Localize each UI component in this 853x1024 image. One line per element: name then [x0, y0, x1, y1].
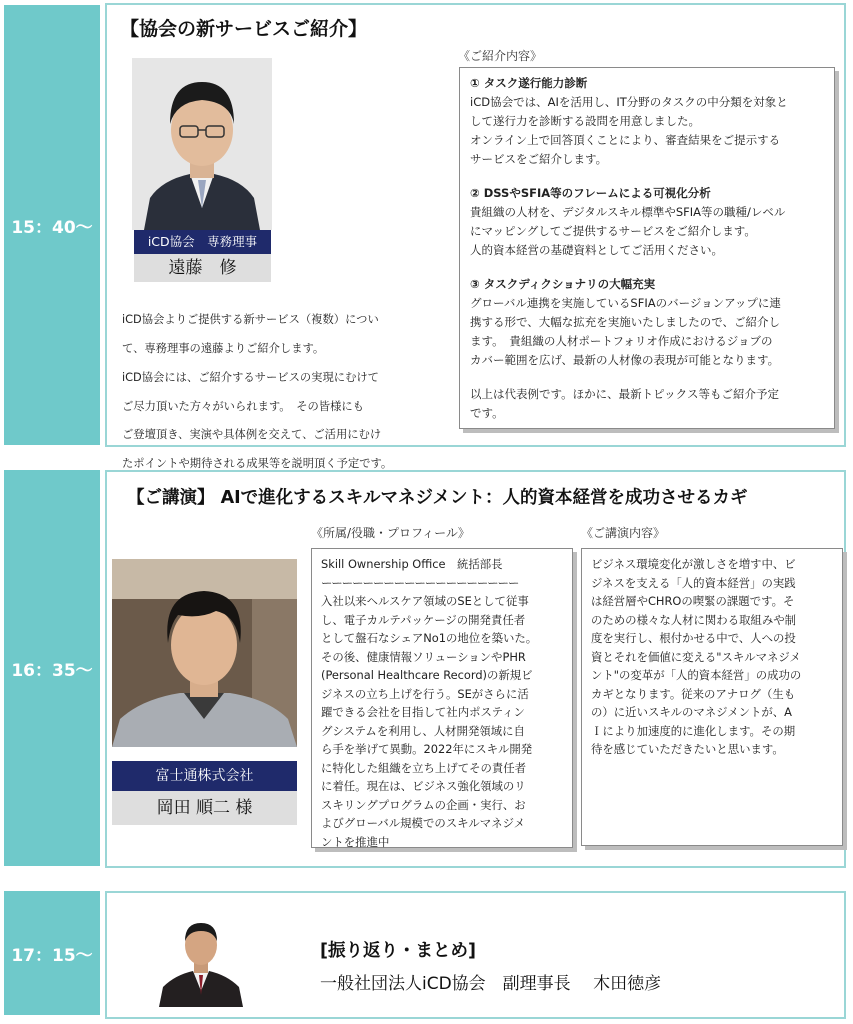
- profile-rule: ーーーーーーーーーーーーーーーーーーー: [321, 575, 519, 590]
- profile-line: として盤石なシェアNo1の地位を築いた。: [321, 631, 538, 645]
- session-panel-3: [105, 891, 846, 1019]
- intro-line: ご登壇頂き、実演や具体例を交えて、ご活用にむけ: [122, 428, 382, 442]
- profile-line: グシステムを利用し、人材開発領域に自: [321, 723, 525, 738]
- time-label: 15：40～: [11, 217, 93, 238]
- session-panel-1: [105, 3, 846, 471]
- speaker-line: 一般社団法人iCD協会 副理事長 木田徳彦: [320, 974, 662, 994]
- speaker-name-bar: [134, 254, 271, 282]
- content-line: 度を実行し、根付かせる中で、人への投: [591, 631, 796, 645]
- profile-label: 《所属/役職・プロフィール》: [311, 526, 470, 540]
- content-line: は経営層やCHROの喫緊の課題です。そ: [591, 594, 795, 608]
- item-line: グローバル連携を実施しているSFIAのバージョンアップに連: [470, 296, 781, 310]
- profile-line: スキリングプログラムの企画・実行、お: [321, 797, 526, 812]
- profile-line: し、電子カルテパッケージの開発責任者: [321, 612, 526, 627]
- speaker-name-bar: [112, 791, 297, 825]
- content-line: ジネスを支える「人的資本経営」の実践: [591, 575, 796, 590]
- session-intro: [122, 300, 452, 484]
- speaker-photo: [157, 911, 245, 1007]
- lecture-content-box: [581, 548, 843, 846]
- speaker-photo: [132, 58, 272, 230]
- speaker-portrait-icon: [132, 58, 272, 230]
- session-panel-2: [105, 470, 846, 868]
- item-line: サービスをご紹介します。: [470, 152, 608, 166]
- paragraph-gap: [470, 260, 824, 275]
- time-cell-3: [4, 891, 100, 1015]
- content-line: ビジネス環境変化が激しさを増す中、ビ: [591, 557, 796, 571]
- closing-line: 以上は代表例です。ほかに、最新トピックス等もご紹介予定: [470, 387, 780, 401]
- profile-line: ジネスの立ち上げを行う。SEがさらに活: [321, 686, 529, 701]
- intro-line: iCD協会よりご提供する新サービス（複数）につい: [122, 313, 379, 327]
- speaker-portrait-icon: [112, 559, 297, 747]
- time-label: 17：15～: [11, 945, 93, 966]
- speaker-org: iCD協会 専務理事: [147, 234, 258, 249]
- item-line: 人的資本経営の基礎資料としてご活用ください。: [470, 243, 723, 257]
- intro-line: て、専務理事の遠藤よりご紹介します。: [122, 342, 325, 356]
- content-label: 《ご講演内容》: [581, 526, 666, 540]
- profile-line: ら手を挙げて異動。2022年にスキル開発: [321, 742, 533, 756]
- item-line: ます。 貴組織の人材ポートフォリオ作成におけるジョブの: [470, 334, 773, 348]
- content-line: ント"の変革が「人的資本経営」の成功の: [591, 668, 802, 682]
- speaker-org: 富士通株式会社: [155, 768, 254, 784]
- profile-line: その後、健康情報ソリューションやPHR: [321, 649, 526, 664]
- closing-line: です。: [470, 406, 504, 420]
- speaker-org-band: [112, 761, 297, 791]
- profile-line: ントを推進中: [321, 834, 390, 849]
- intro-line: たポイントや期待される成果等を説明頂く予定です。: [122, 457, 393, 471]
- content-line: Ｉにより加速度的に進化します。その期: [591, 723, 796, 738]
- profile-line: に着任。現在は、ビジネス強化領域のリ: [321, 779, 526, 793]
- content-line: の）に近いスキルのマネジメントが、A: [591, 705, 792, 719]
- profile-title: Skill Ownership Office 統括部長: [321, 557, 503, 571]
- profile-line: (Personal Healthcare Record)の新規ビ: [321, 668, 533, 682]
- profile-line: 躍できる会社を目指して社内ポスティン: [321, 705, 525, 719]
- content-line: 待を感じていただきたいと思います。: [591, 742, 784, 756]
- content-box: [459, 67, 835, 429]
- time-cell-1: [4, 5, 100, 445]
- speaker-name: 岡田 順二 様: [156, 798, 253, 818]
- paragraph-gap: [470, 169, 824, 184]
- speaker-name: 遠藤 修: [168, 258, 237, 278]
- profile-line: よびグローバル規模でのスキルマネジメ: [321, 816, 526, 830]
- item-line: 貴組織の人材を、デジタルスキル標準やSFIA等の職種/レベル: [470, 205, 786, 219]
- item-line: カバー範囲を広げ、最新の人材像の表現が可能となります。: [470, 353, 780, 367]
- content-line: のための様々な人材に関わる取組みや制: [591, 612, 797, 627]
- profile-line: 入社以来ヘルスケア領域のSEとして従事: [321, 594, 529, 608]
- item-line: 携する形で、大幅な拡充を実施いたしましたので、ご紹介し: [470, 315, 781, 329]
- item-heading: ① タスク遂行能力診断: [470, 76, 588, 90]
- intro-line: ご尽力頂いた方々がいられます。 その皆様にも: [122, 399, 364, 413]
- session-title: 【ご講演】 AIで進化するスキルマネジメント：人的資本経営を成功させるカギ: [127, 488, 748, 508]
- item-line: iCD協会では、AIを活用し、IT分野のタスクの中分類を対象と: [470, 95, 788, 109]
- item-line: オンライン上で回答頂くことにより、審査結果をご提示する: [470, 133, 781, 147]
- item-line: にマッピングしてご提供するサービスをご紹介します。: [470, 224, 756, 238]
- session-title: 【協会の新サービスご紹介】: [120, 18, 368, 40]
- intro-line: iCD協会には、ご紹介するサービスの実現にむけて: [122, 370, 379, 384]
- profile-text: [321, 592, 563, 851]
- speaker-portrait-icon: [157, 911, 245, 1007]
- profile-box: [311, 548, 573, 848]
- content-line: 資とそれを価値に変える"スキルマネジメ: [591, 649, 801, 664]
- profile-line: に特化した組織を立ち上げてその責任者: [321, 760, 527, 775]
- item-line: して遂行力を診断する設問を用意しました。: [470, 114, 700, 128]
- time-cell-2: [4, 470, 100, 866]
- speaker-photo: [112, 559, 297, 747]
- item-heading: ③ タスクディクショナリの大幅充実: [470, 277, 656, 291]
- content-label: 《ご紹介内容》: [458, 49, 543, 63]
- session-title: [振り返り・まとめ]: [320, 941, 476, 961]
- content-line: カギとなります。従来のアナログ（生も: [591, 686, 796, 701]
- speaker-org-band: [134, 230, 271, 254]
- paragraph-gap: [470, 370, 824, 385]
- item-heading: ② DSSやSFIA等のフレームによる可視化分析: [470, 186, 711, 200]
- time-label: 16：35～: [11, 660, 93, 681]
